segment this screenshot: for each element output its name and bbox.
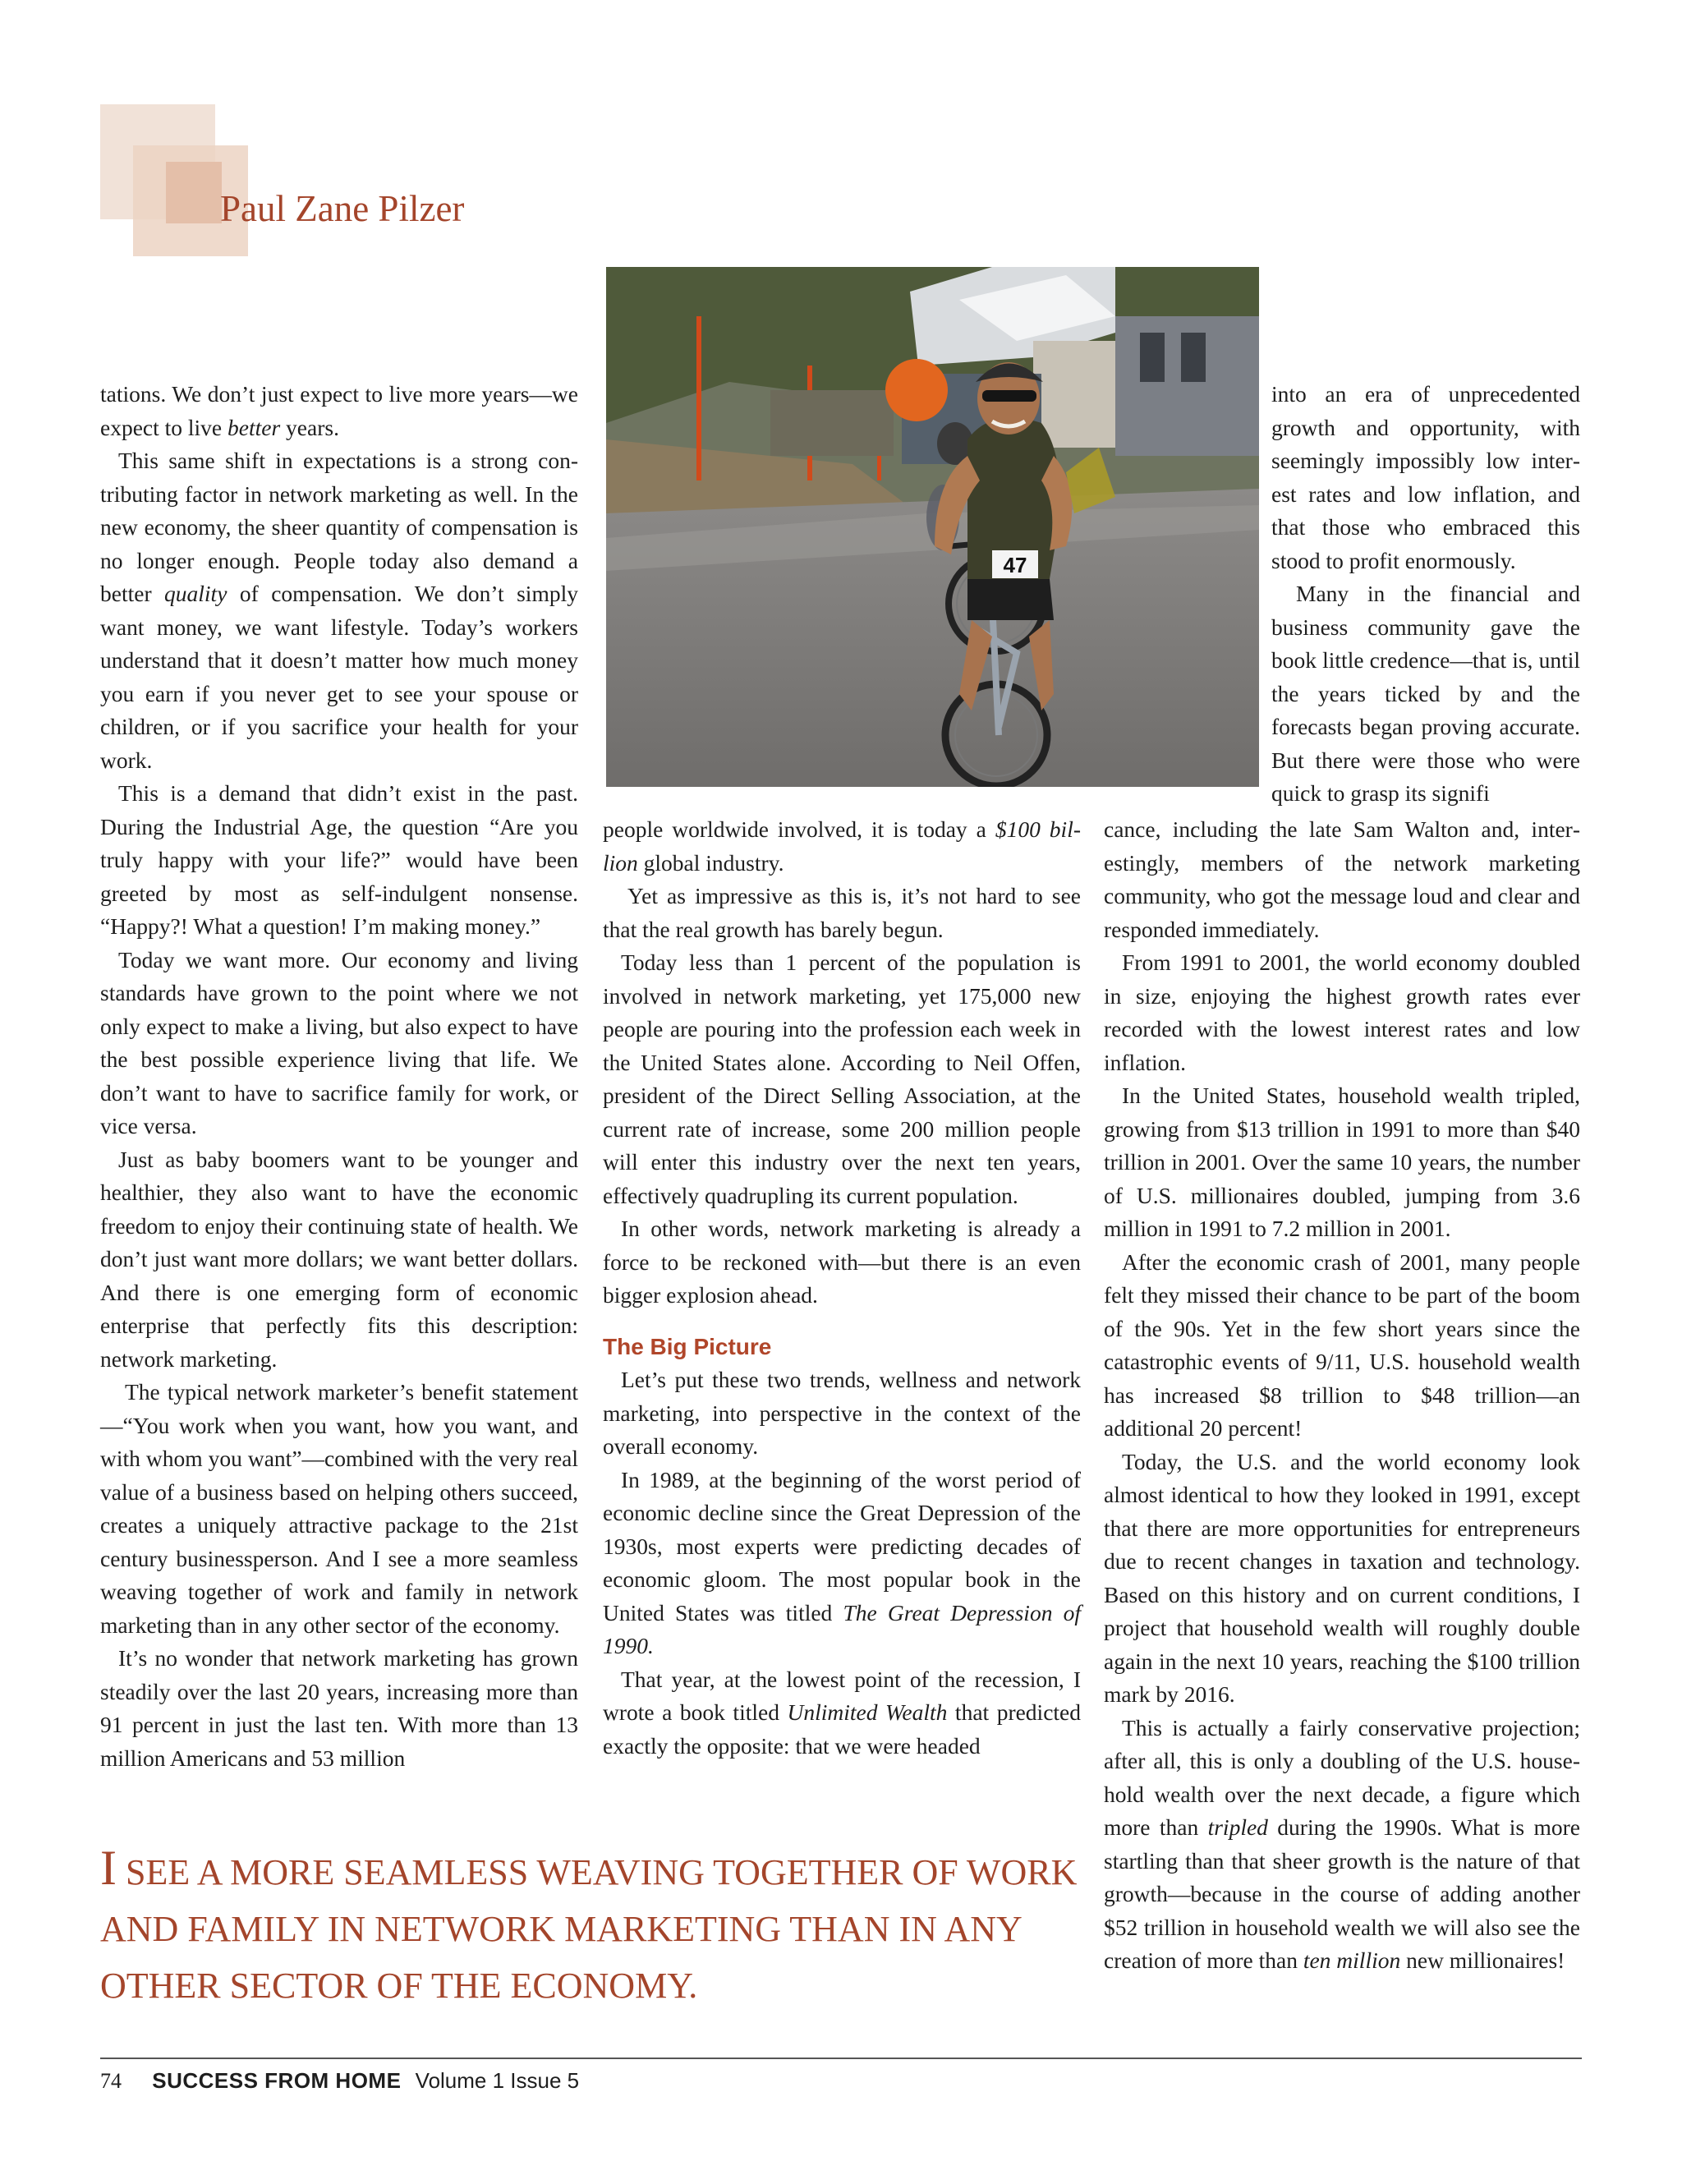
column-3-top: [1271, 378, 1580, 811]
paragraph: This same shift in expectations is a strong contributing factor in network marketing as well. In the new economy, the sheer quantity of compensation is no longer enough. People today also demand a better quality of compensation. We don’t simply want money, we want lifestyle. Today’s workers understand that it doesn’t matter how much money you earn if you never get to see your spouse or children, or if you sacrifice your health for your work.: [100, 448, 578, 773]
paragraph: Let’s put these two trends, wellness and network marketing, into perspective in the context of the overall economy.: [603, 1367, 1081, 1459]
paragraph: Today less than 1 percent of the population is involved in network marketing, yet 175,000 new people are pouring into the profession each week in the United States alone. According to Neil Offen, president of the Direct Selling Association, at the current rate of increase, some 200 million people will enter this industry over the next ten years, effectively quadrupling its current population.: [603, 949, 1081, 1208]
paragraph: Many in the financial and business community gave the book little credence—that is, until the years ticked by and the forecasts began proving accurate. But there were those who were quick to grasp its signifi: [1271, 581, 1580, 806]
pull-quote: [100, 1840, 1102, 2014]
paragraph: After the economic crash of 2001, many people felt they missed their chance to be part of the boom of the 90s. Yet in the few short years since the catastrophic events of 9/11, U.S. household wealth has increased $8 trillion to $48 trillion—an additional 20 percent!: [1104, 1248, 1580, 1441]
page-footer: [100, 2068, 579, 2094]
paragraph: In the United States, household wealth tripled, growing from $13 trillion in 1991 to more than $40 trillion in 2001. Over the same 10 years, the number of U.S. millionaires doubled, jumping from 3.6 million in 1991 to 7.2 million in 2001.: [1104, 1083, 1580, 1241]
paragraph: This is actually a fairly conservative projection; after all, this is only a doubling of the U.S. household wealth over the next decade, a figure which more than tripled during the 1990s. What is more startling than that sheer growth is the nature of that growth—because in the course of adding another $52 trillion in household wealth we will also see the creation of more than ten million new millionaires!: [1104, 1714, 1581, 1973]
cyclist-photo: [606, 267, 1259, 787]
column-1: [100, 378, 578, 1775]
magazine-title: SUCCESS FROM HOME: [152, 2068, 402, 2093]
paragraph: tations. We don’t just expect to live more years—we expect to live better years.: [100, 381, 578, 440]
column-3: [1104, 813, 1580, 1978]
paragraph: into an era of unprecedented growth and opportunity, with seemingly impossibly low interest rates and low inflation, and that those who embraced this stood to profit enormously.: [1271, 381, 1580, 573]
paragraph: This is a demand that didn’t exist in the past. During the Industrial Age, the question “Are you truly happy with your life?” would have been greeted by most as self-indulgent nonsense. “Happy?! What a question! I’m making money.”: [100, 780, 578, 939]
paragraph: cance, including the late Sam Walton and, interestingly, members of the network marketing community, who got the message loud and clear and responded immediately.: [1104, 816, 1580, 942]
paragraph: The typical network marketer’s benefit statement—“You work when you want, how you want, and with whom you want”—combined with the very real value of a business based on helping others succeed, creates a uniquely attractive package to the 21st century businessperson. And I see a more seamless weaving together of work and family in network marketing than in any other sector of the economy.: [100, 1379, 578, 1638]
paragraph: Yet as impressive as this is, it’s not hard to see that the real growth has barely begun.: [603, 883, 1081, 942]
section-subheading: The Big Picture: [603, 1333, 772, 1359]
author-name: Paul Zane Pilzer: [220, 188, 465, 229]
pull-quote-text: SEE A MORE SEAMLESS WEAVING TOGETHER OF WORK AND FAMILY IN NETWORK MARKETING THAN IN ANY OTHER SECTOR OF THE ECONOMY.: [100, 1852, 1078, 2006]
page-number: 74: [100, 2069, 122, 2093]
paragraph: Just as baby boomers want to be younger and healthier, they also want to have the economic freedom to enjoy their continuing state of health. We don’t just want more dollars; we want better dollars. And there is one emerging form of economic enterprise that perfectly fits this description: network marketing.: [100, 1146, 578, 1372]
pull-quote-initial: I: [100, 1841, 117, 1895]
paragraph: people worldwide involved, it is today a $100 billion global industry.: [603, 816, 1082, 876]
footer-rule: [100, 2058, 1582, 2059]
paragraph: From 1991 to 2001, the world economy doubled in size, enjoying the highest growth rates ever recorded with the lowest interest rates and low inflation.: [1104, 949, 1580, 1075]
svg-text:47: 47: [1003, 553, 1027, 577]
paragraph: In other words, network marketing is already a force to be reckoned with—but there is an even bigger explosion ahead.: [603, 1216, 1081, 1308]
paragraph: It’s no wonder that network marketing has grown steadily over the last 20 years, increasing more than 91 percent in just the last ten. With more than 13 million Americans and 53 million: [100, 1645, 578, 1771]
decorative-square-3: [166, 162, 222, 223]
paragraph: In 1989, at the beginning of the worst period of economic decline since the Great Depression of the 1930s, most experts were predicting decades of economic gloom. The most popular book in the United States was titled The Great Depression of 1990.: [603, 1466, 1081, 1658]
issue-label: Volume 1 Issue 5: [415, 2068, 580, 2093]
paragraph: That year, at the lowest point of the recession, I wrote a book titled Unlimited Wealth that predicted exactly the opposite: that we were headed: [603, 1666, 1082, 1759]
paragraph: Today we want more. Our economy and living standards have grown to the point where we not only expect to make a living, but also expect to have the best possible experience living that life. We don’t want to have to sacrifice family for work, or vice versa.: [100, 946, 578, 1138]
paragraph: Today, the U.S. and the world economy look almost identical to how they looked in 1991, except that there are more opportunities for entrepreneurs due to recent changes in taxation and technology. Based on this history and on current conditions, I project that household wealth will roughly double again in the next 10 years, reaching the $100 trillion mark by 2016.: [1104, 1448, 1580, 1707]
column-2: [603, 813, 1081, 1763]
